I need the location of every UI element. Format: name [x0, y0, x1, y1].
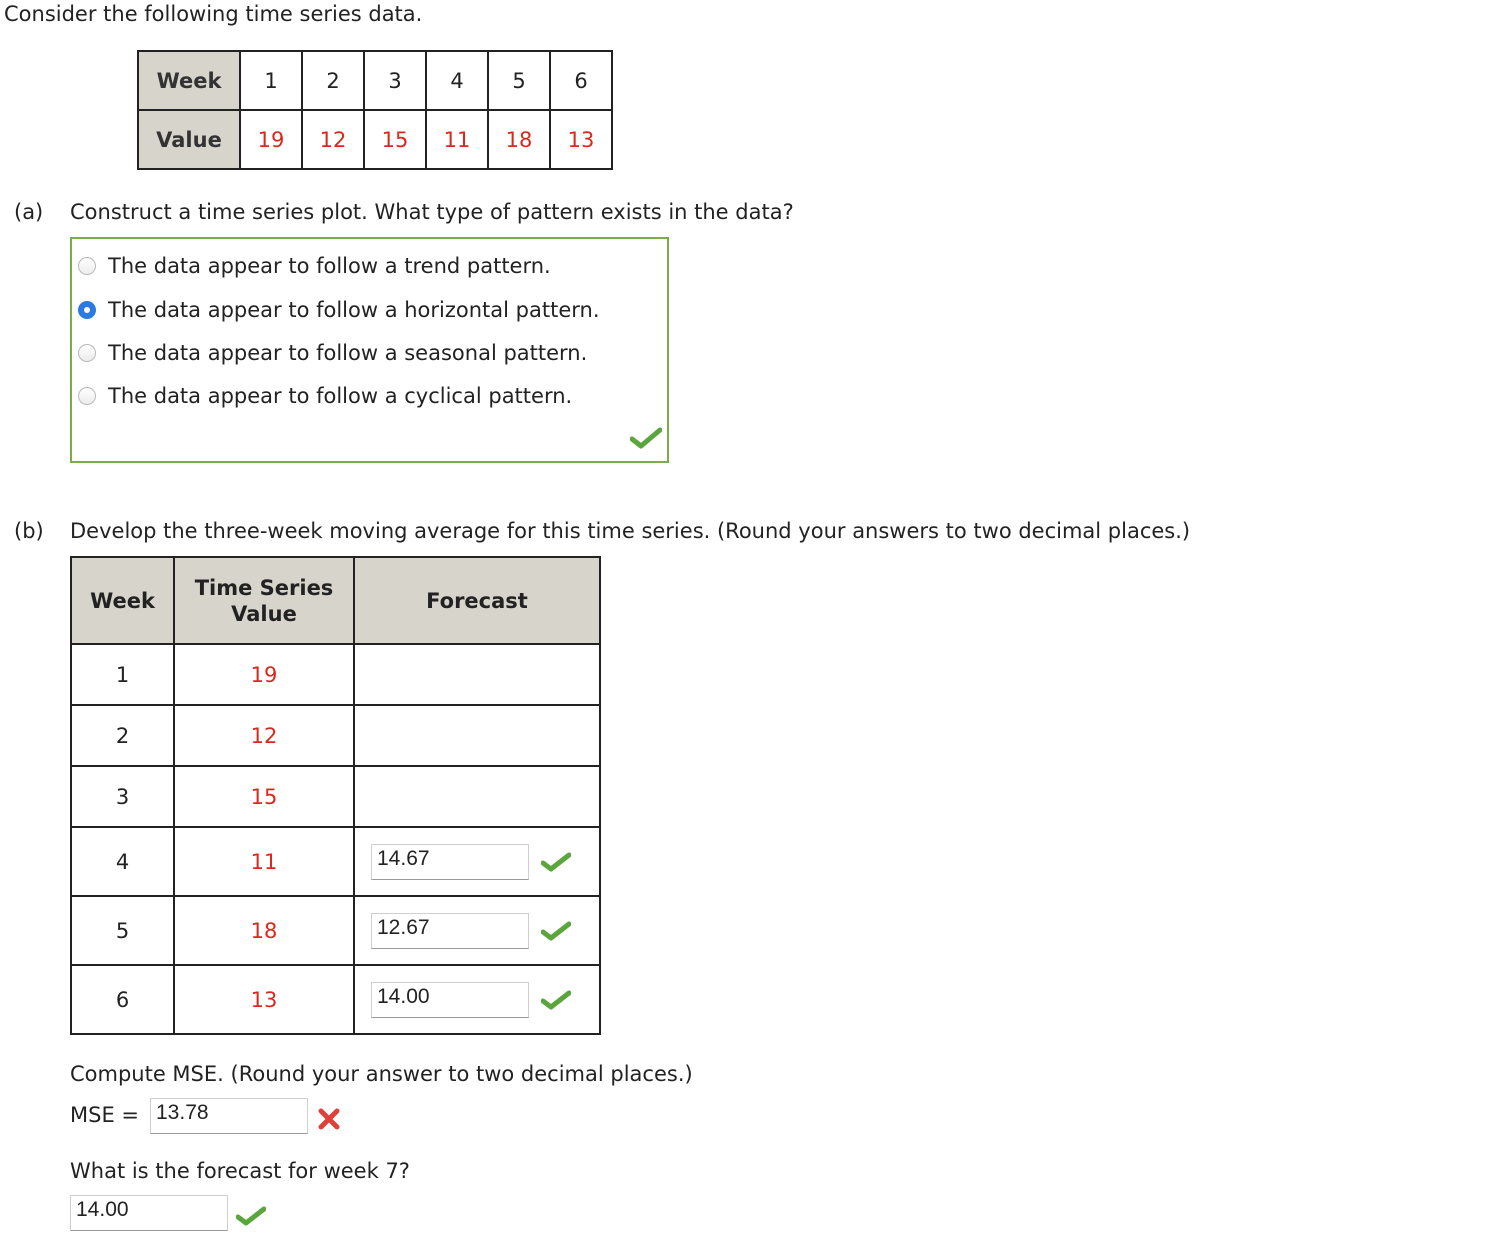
forecast-cell: [354, 766, 600, 827]
value-row: [138, 110, 612, 169]
option-label: The data appear to follow a cyclical pattern.: [108, 384, 573, 408]
option-label: The data appear to follow a horizontal pattern.: [108, 298, 600, 322]
week7-prompt: What is the forecast for week 7?: [70, 1159, 410, 1183]
forecast-cell: [354, 896, 600, 965]
week-column-header: Week: [71, 557, 174, 644]
table-row: [71, 965, 600, 1034]
value-cell: 12: [174, 705, 354, 766]
week-cell: 6: [550, 51, 612, 110]
table-row: [71, 766, 600, 827]
forecast-cell: [354, 965, 600, 1034]
forecast-cell: [354, 705, 600, 766]
week-header: Week: [138, 51, 240, 110]
header-line: Value: [231, 601, 297, 626]
option-seasonal[interactable]: [78, 341, 587, 365]
forecast-column-header: Forecast: [354, 557, 600, 644]
correct-check-icon: [630, 427, 662, 449]
part-a-label: (a): [14, 200, 44, 224]
value-header: Value: [138, 110, 240, 169]
week-cell: 6: [71, 965, 174, 1034]
value-cell: 18: [174, 896, 354, 965]
correct-check-icon: [541, 852, 571, 877]
time-series-data-table: [137, 50, 613, 170]
table-row: [71, 896, 600, 965]
value-cell: 18: [488, 110, 550, 169]
week-cell: 3: [364, 51, 426, 110]
value-cell: 15: [364, 110, 426, 169]
week-cell: 1: [71, 644, 174, 705]
forecast-cell: [354, 644, 600, 705]
radio-horizontal[interactable]: [78, 301, 96, 319]
time-series-value-column-header: [174, 557, 354, 644]
part-a-options-box: [70, 237, 669, 463]
forecast-input-week-6[interactable]: 14.00: [371, 982, 529, 1018]
correct-check-icon: [236, 1206, 266, 1230]
moving-average-table: [70, 556, 601, 1035]
forecast-input-week-4[interactable]: 14.67: [371, 844, 529, 880]
part-a-question: Construct a time series plot. What type of pattern exists in the data?: [70, 200, 794, 224]
week-cell: 1: [240, 51, 302, 110]
mse-input[interactable]: 13.78: [150, 1098, 308, 1134]
part-b-label: (b): [14, 519, 44, 543]
value-cell: 13: [174, 965, 354, 1034]
option-horizontal[interactable]: [78, 298, 600, 322]
week7-forecast-input[interactable]: 14.00: [70, 1195, 228, 1231]
mse-label: MSE =: [70, 1103, 139, 1127]
correct-check-icon: [541, 921, 571, 946]
table-row: [71, 827, 600, 896]
header-line: Time Series: [194, 575, 334, 600]
value-cell: 11: [174, 827, 354, 896]
radio-trend[interactable]: [78, 257, 96, 275]
radio-cyclical[interactable]: [78, 387, 96, 405]
option-cyclical[interactable]: [78, 384, 572, 408]
value-cell: 19: [240, 110, 302, 169]
forecast-cell: [354, 827, 600, 896]
value-cell: 12: [302, 110, 364, 169]
intro-text: Consider the following time series data.: [4, 2, 423, 26]
table-header-row: [71, 557, 600, 644]
option-label: The data appear to follow a trend pattern.: [108, 254, 551, 278]
incorrect-x-icon: [318, 1108, 340, 1134]
option-trend[interactable]: [78, 254, 551, 278]
forecast-input-week-5[interactable]: 12.67: [371, 913, 529, 949]
radio-seasonal[interactable]: [78, 344, 96, 362]
week-cell: 3: [71, 766, 174, 827]
table-row: [71, 644, 600, 705]
week-cell: 4: [71, 827, 174, 896]
week-cell: 5: [488, 51, 550, 110]
value-cell: 11: [426, 110, 488, 169]
correct-check-icon: [541, 990, 571, 1015]
week-row: [138, 51, 612, 110]
table-row: [71, 705, 600, 766]
mse-prompt: Compute MSE. (Round your answer to two decimal places.): [70, 1062, 693, 1086]
week-cell: 2: [302, 51, 364, 110]
option-label: The data appear to follow a seasonal pattern.: [108, 341, 588, 365]
week-cell: 2: [71, 705, 174, 766]
value-cell: 19: [174, 644, 354, 705]
week-cell: 4: [426, 51, 488, 110]
value-cell: 13: [550, 110, 612, 169]
week-cell: 5: [71, 896, 174, 965]
part-b-question: Develop the three-week moving average for this time series. (Round your answers to two decimal places.): [70, 519, 1191, 543]
value-cell: 15: [174, 766, 354, 827]
